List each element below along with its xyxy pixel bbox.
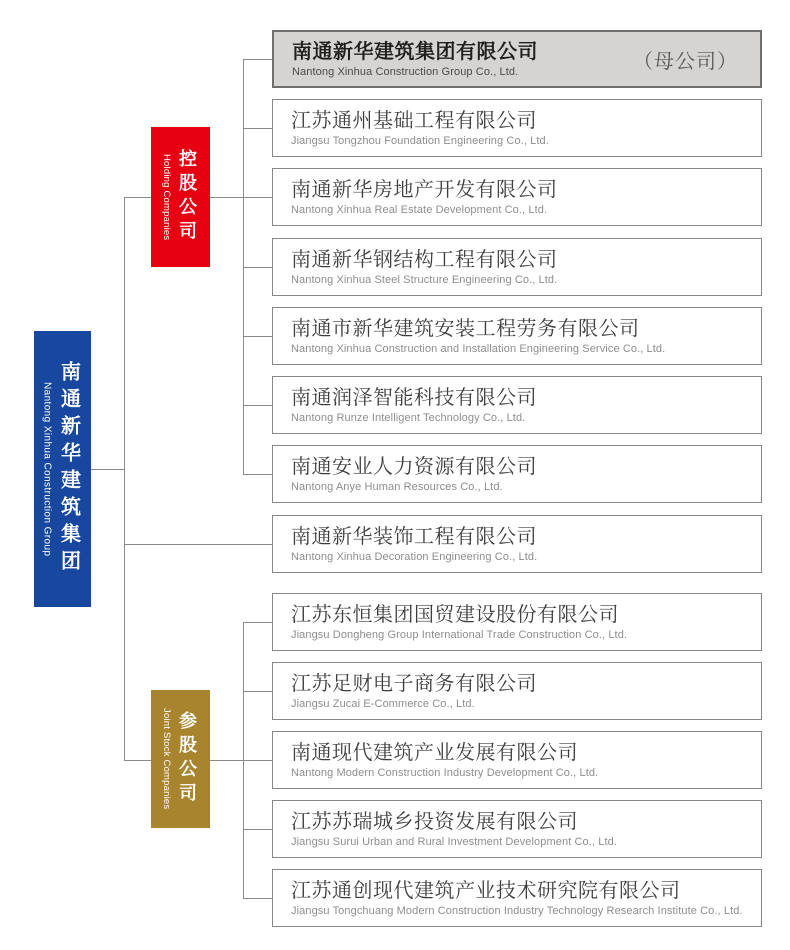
company-name-en: Jiangsu Tongzhou Foundation Engineering Co., Ltd. [291, 134, 549, 147]
company-text [274, 41, 538, 78]
company-name-cn: 江苏通州基础工程有限公司 [291, 109, 537, 132]
company-name-cn: 江苏东恒集团国贸建设股份有限公司 [291, 603, 619, 626]
company-text [273, 604, 627, 641]
root-name-en: Nantong Xinhua Construction Group [41, 381, 53, 557]
connector-stub-4 [243, 267, 272, 268]
connector-stub-1 [243, 59, 272, 60]
company-box [272, 168, 762, 226]
company-text [273, 318, 665, 355]
company-text [273, 742, 598, 779]
company-name-cn: 南通润泽智能科技有限公司 [291, 386, 537, 409]
company-text [273, 673, 537, 710]
company-text [273, 387, 537, 424]
company-name-cn: 南通安业人力资源有限公司 [291, 455, 537, 478]
company-text [273, 880, 743, 917]
company-name-cn: 江苏足财电子商务有限公司 [291, 672, 537, 695]
joint-stock-group-box [151, 690, 210, 828]
company-name-cn: 南通新华建筑集团有限公司 [292, 40, 538, 63]
holding-group-label [161, 149, 200, 245]
company-box [272, 307, 762, 365]
company-name-en: Nantong Xinhua Construction Group Co., Ltd. [292, 65, 519, 78]
connector-stub-9 [243, 622, 272, 623]
company-name-cn: 江苏通创现代建筑产业技术研究院有限公司 [291, 879, 681, 902]
company-name-cn: 南通现代建筑产业发展有限公司 [291, 741, 578, 764]
company-text [273, 811, 617, 848]
company-box [272, 445, 762, 503]
connector-stub-13 [243, 898, 272, 899]
connector-joint-spine [243, 622, 244, 899]
connector-main-spine [124, 197, 125, 761]
company-name-en: Jiangsu Zucai E-Commerce Co., Ltd. [291, 697, 475, 710]
company-name-en: Nantong Anye Human Resources Co., Ltd. [291, 480, 503, 493]
company-name-cn: 南通新华钢结构工程有限公司 [291, 248, 558, 271]
company-box [272, 515, 762, 573]
company-box [272, 238, 762, 296]
connector-stub-12 [243, 829, 272, 830]
company-name-en: Jiangsu Dongheng Group International Trade Construction Co., Ltd. [291, 628, 628, 641]
company-text [273, 526, 537, 563]
company-box [272, 593, 762, 651]
holding-group-box [151, 127, 210, 267]
joint-stock-group-label [161, 708, 200, 809]
joint-stock-label-en: Joint Stock Companies [161, 708, 172, 810]
holding-label-cn: 控股公司 [177, 149, 197, 245]
connector-stub-7 [243, 474, 272, 475]
company-box-parent [272, 30, 762, 88]
root-name-cn: 南通新华建筑集团 [57, 361, 80, 577]
connector-stub-10 [243, 691, 272, 692]
connector-stub-6 [243, 405, 272, 406]
connector-direct-branch [124, 544, 272, 545]
company-box [272, 869, 762, 927]
company-name-cn: 南通新华房地产开发有限公司 [291, 178, 558, 201]
company-name-en: Nantong Modern Construction Industry Development Co., Ltd. [291, 766, 599, 779]
company-name-cn: 南通新华装饰工程有限公司 [291, 525, 537, 548]
connector-root-to-spine [91, 469, 124, 470]
company-name-en: Nantong Xinhua Decoration Engineering Co., Ltd. [291, 550, 538, 563]
company-box [272, 376, 762, 434]
company-name-en: Nantong Runze Intelligent Technology Co., Ltd. [291, 411, 526, 424]
company-name-en: Jiangsu Surui Urban and Rural Investment Development Co., Ltd. [291, 835, 617, 848]
company-name-en: Jiangsu Tongchuang Modern Construction Industry Technology Research Institute Co., Ltd. [291, 904, 743, 917]
joint-stock-label-cn: 参股公司 [177, 710, 197, 807]
root-group-label [42, 361, 84, 577]
company-name-en: Nantong Xinhua Construction and Installation Engineering Service Co., Ltd. [291, 342, 666, 355]
company-name-en: Nantong Xinhua Real Estate Development Co., Ltd. [291, 203, 548, 216]
connector-stub-2 [243, 128, 272, 129]
company-name-cn: 南通市新华建筑安装工程劳务有限公司 [291, 317, 640, 340]
root-group-box [34, 331, 91, 607]
company-name-cn: 江苏苏瑞城乡投资发展有限公司 [291, 810, 578, 833]
connector-stub-5 [243, 336, 272, 337]
company-text [273, 179, 558, 216]
company-box [272, 662, 762, 720]
holding-label-en: Holding Companies [161, 153, 172, 241]
company-text [273, 110, 549, 147]
company-box [272, 731, 762, 789]
company-name-en: Nantong Xinhua Steel Structure Engineering Co., Ltd. [291, 273, 558, 286]
company-box [272, 800, 762, 858]
parent-company-tag: （母公司） [633, 50, 738, 73]
company-box [272, 99, 762, 157]
company-text [273, 249, 558, 286]
company-text [273, 456, 537, 493]
